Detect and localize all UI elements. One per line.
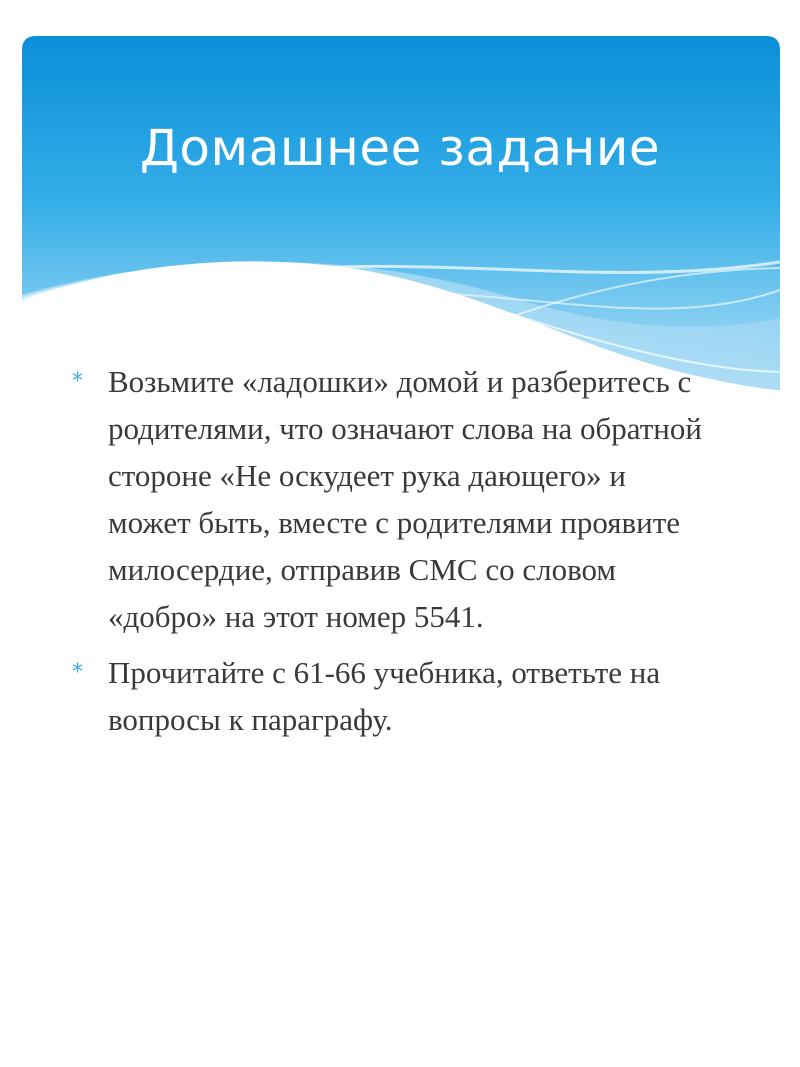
list-item-text: Прочитайте с 61-66 учебника, ответьте на вопросы к параграфу. <box>108 655 661 737</box>
list-item <box>72 649 712 743</box>
homework-list <box>72 358 712 752</box>
list-item-text: Возьмите «ладошки» домой и разберитесь с родителями, что означают слова на обратной стороне «Не оскудеет рука дающего» и может быть, вместе с родителями проявите милосердие, отправив СМС со словом «добро» на этот номер 5541. <box>108 364 702 634</box>
bullet-icon: * <box>72 660 83 685</box>
bullet-icon: * <box>72 369 83 394</box>
header-wave-background <box>0 0 800 420</box>
slide-title: Домашнее задание <box>139 119 661 177</box>
list-item <box>72 358 712 640</box>
